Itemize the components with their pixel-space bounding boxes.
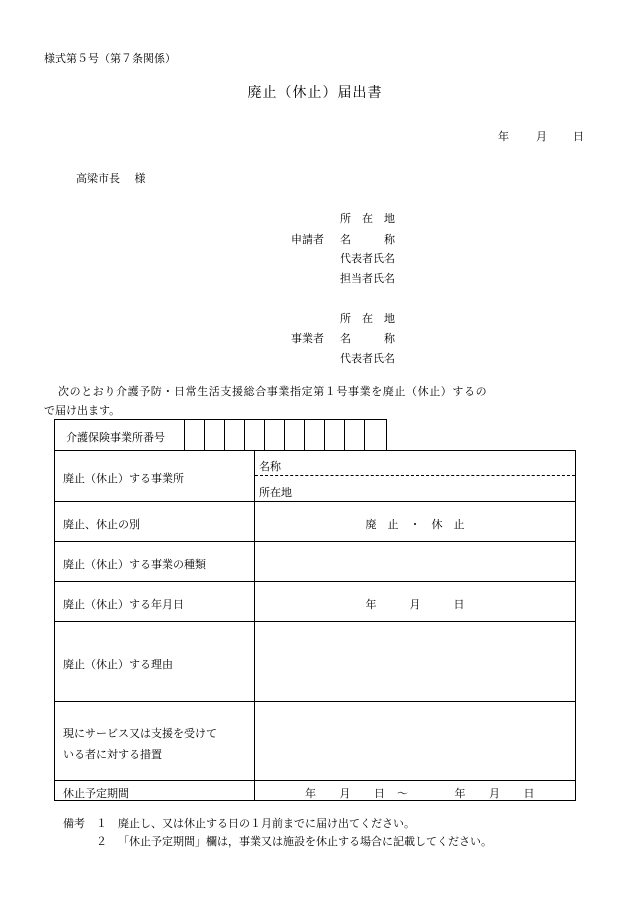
body-text-line2: で届け出ます。 <box>44 404 121 417</box>
form-number: 様式第５号（第７条関係） <box>44 52 176 65</box>
applicant-contact-label: 担当者氏名 <box>340 272 395 285</box>
operator-address-label: 所 在 地 <box>340 312 395 325</box>
reason-row-label: 廃止（休止）する理由 <box>63 658 173 671</box>
reason-row-field[interactable] <box>255 622 575 700</box>
office-number-digit-6[interactable] <box>285 420 304 449</box>
type-row-label: 廃止、休止の別 <box>63 518 140 531</box>
note-1-text: 廃止し、又は休止する日の１月前までに届け出てください。 <box>118 817 415 830</box>
measures-row-label-line1: 現にサービス又は支援を受けて <box>63 727 217 740</box>
measures-row-label-line2: いる者に対する措置 <box>63 748 162 761</box>
note-2-text: 「休止予定期間」欄は，事業又は施設を休止する場合に記載してください。 <box>118 835 492 848</box>
applicant-address-label: 所 在 地 <box>340 212 395 225</box>
date-year: 年 <box>498 130 509 143</box>
notes-heading: 備考 <box>63 817 85 830</box>
measures-row-field[interactable] <box>255 702 575 779</box>
addressee: 高梁市長 様 <box>76 172 146 185</box>
office-number-digit-7[interactable] <box>305 420 324 449</box>
office-name-field[interactable] <box>290 452 574 474</box>
office-number-digit-8[interactable] <box>325 420 344 449</box>
office-address-label: 所在地 <box>259 486 292 499</box>
operator-name-label: 名 称 <box>340 332 395 345</box>
office-number-label: 介護保険事業所番号 <box>66 431 165 444</box>
kind-row-label: 廃止（休止）する事業の種類 <box>63 558 206 571</box>
date-month: 月 <box>536 130 547 143</box>
period-row-label: 休止予定期間 <box>63 787 129 800</box>
office-address-field[interactable] <box>300 477 574 500</box>
type-row-value[interactable]: 廃 止 ・ 休 止 <box>365 518 465 531</box>
date-day: 日 <box>573 130 584 143</box>
office-number-digit-3[interactable] <box>225 420 244 449</box>
office-number-digit-2[interactable] <box>205 420 224 449</box>
office-name-label: 名称 <box>259 460 281 473</box>
date-row-value[interactable]: 年 月 日 <box>365 598 465 611</box>
applicant-representative-label: 代表者氏名 <box>340 252 395 265</box>
operator-label: 事業者 <box>291 332 324 345</box>
period-row-value[interactable]: 年 月 日 ～ 年 月 日 <box>305 787 535 800</box>
office-number-digit-5[interactable] <box>265 420 284 449</box>
applicant-name-label: 名 称 <box>340 233 395 246</box>
body-text-line1: 次のとおり介護予防・日常生活支援総合事業指定第１号事業を廃止（休止）するの <box>58 385 488 398</box>
operator-representative-label: 代表者氏名 <box>340 352 395 365</box>
kind-row-field[interactable] <box>255 542 575 580</box>
note-1-number: １ <box>96 817 107 830</box>
office-number-digit-10[interactable] <box>365 420 385 449</box>
office-number-digit-9[interactable] <box>345 420 364 449</box>
page-title: 廃止（休止）届出書 <box>247 85 383 101</box>
office-number-digit-1[interactable] <box>185 420 204 449</box>
applicant-label: 申請者 <box>291 233 324 246</box>
office-row-label: 廃止（休止）する事業所 <box>63 472 184 485</box>
date-row-label: 廃止（休止）する年月日 <box>63 598 184 611</box>
office-number-digit-4[interactable] <box>245 420 264 449</box>
note-2-number: ２ <box>96 835 107 848</box>
